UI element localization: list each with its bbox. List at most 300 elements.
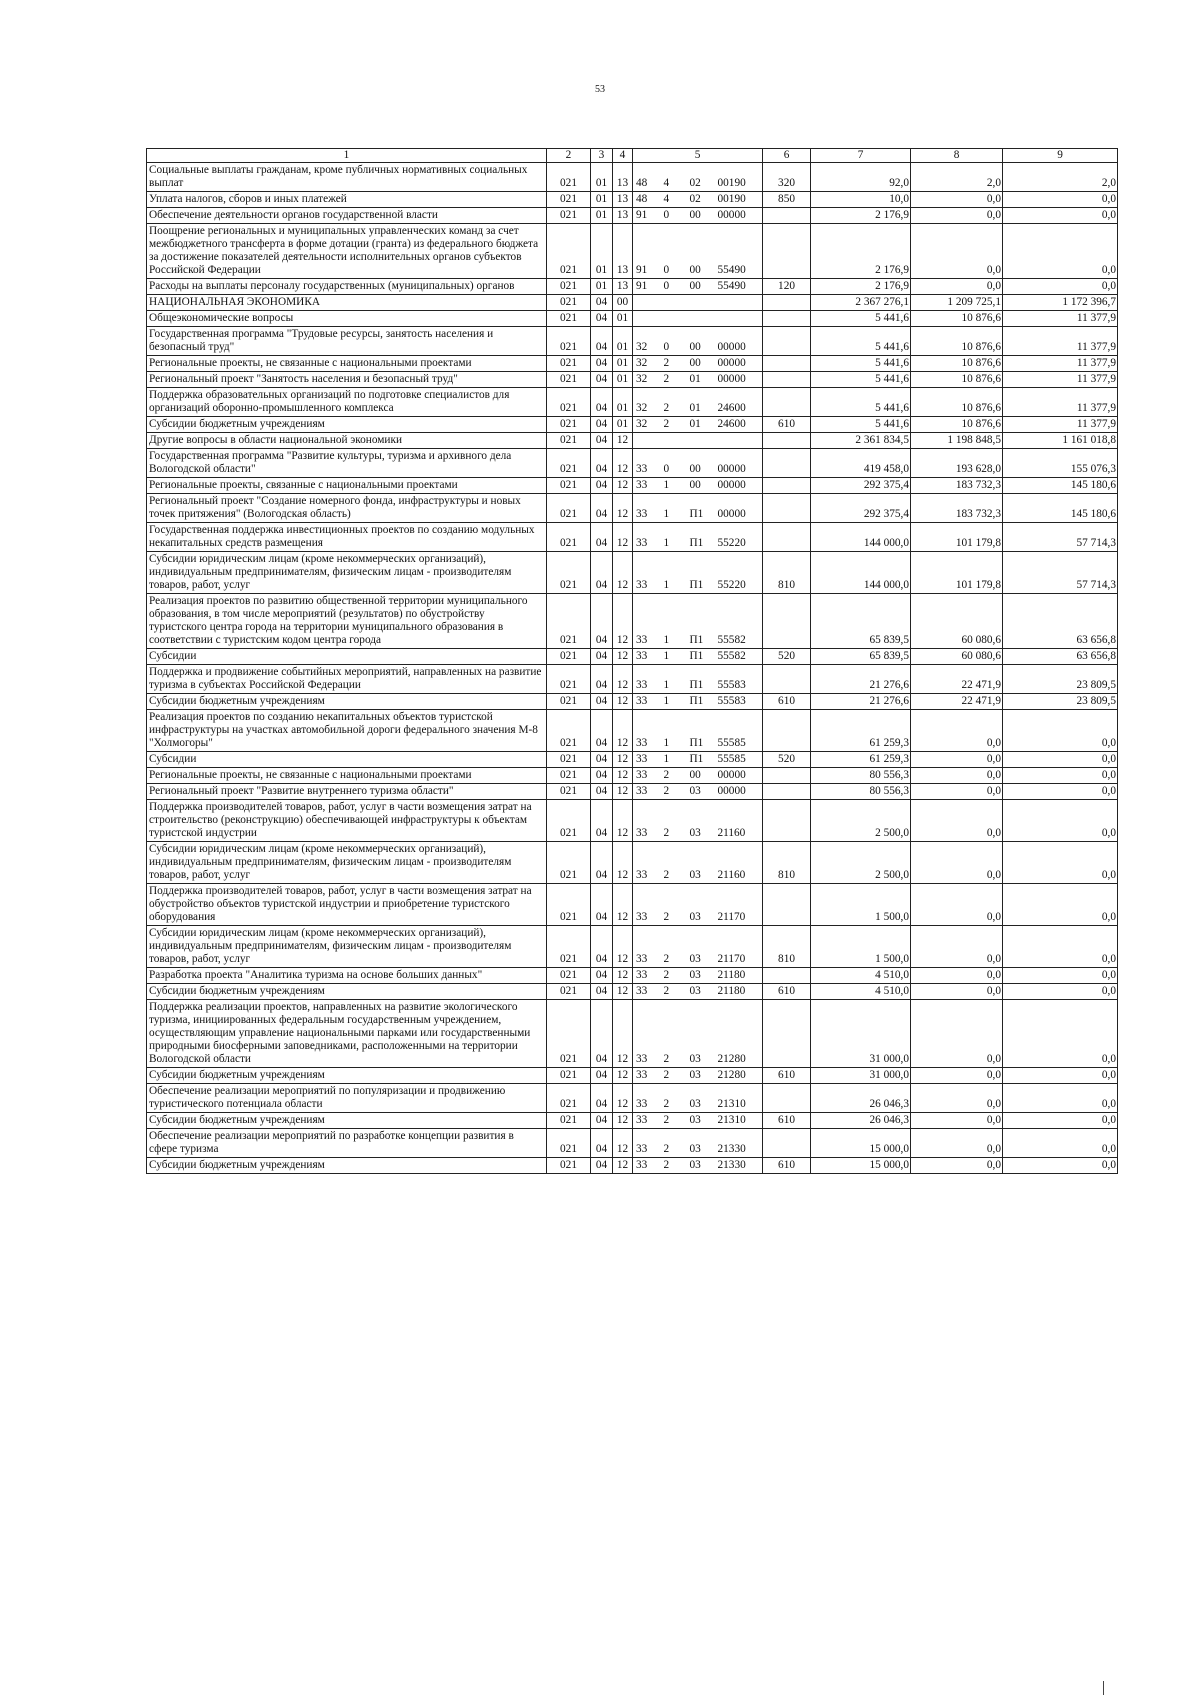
row-name-cell: Государственная поддержка инвестиционных проектов по созданию модульных некапитальных средств размещения: [147, 523, 547, 552]
admin-code-cell: 021: [547, 295, 591, 311]
project-code-cell: 00: [687, 478, 715, 494]
header-row: [147, 149, 1118, 163]
program-code-cell: 32: [633, 356, 661, 372]
subsection-code-cell: 12: [613, 1158, 633, 1174]
direction-code-cell: 21330: [715, 1129, 763, 1158]
program-code-cell: 33: [633, 1129, 661, 1158]
admin-code-cell: 021: [547, 649, 591, 665]
subprogram-code-cell: 2: [661, 1113, 687, 1129]
amount-year3-cell: 0,0: [1003, 842, 1118, 884]
amount-year1-cell: 65 839,5: [811, 594, 911, 649]
project-code-cell: 03: [687, 926, 715, 968]
amount-year3-cell: 145 180,6: [1003, 494, 1118, 523]
expense-type-cell: [763, 594, 811, 649]
amount-year3-cell: 11 377,9: [1003, 388, 1118, 417]
table-row: [147, 417, 1118, 433]
subsection-code-cell: 12: [613, 1084, 633, 1113]
expense-type-cell: [763, 372, 811, 388]
row-name-cell: Субсидии: [147, 752, 547, 768]
subprogram-code-cell: 2: [661, 1158, 687, 1174]
project-code-cell: 00: [687, 224, 715, 279]
project-code-cell: [687, 311, 715, 327]
admin-code-cell: 021: [547, 192, 591, 208]
section-code-cell: 04: [591, 449, 613, 478]
row-name-cell: Обеспечение реализации мероприятий по разработке концепции развития в сфере туризма: [147, 1129, 547, 1158]
direction-code-cell: 21310: [715, 1084, 763, 1113]
project-code-cell: 02: [687, 192, 715, 208]
project-code-cell: 02: [687, 163, 715, 192]
table-body: [147, 163, 1118, 1174]
program-code-cell: 33: [633, 1084, 661, 1113]
program-code-cell: 33: [633, 768, 661, 784]
admin-code-cell: 021: [547, 1113, 591, 1129]
amount-year1-cell: 144 000,0: [811, 552, 911, 594]
row-name-cell: Расходы на выплаты персоналу государственных (муниципальных) органов: [147, 279, 547, 295]
amount-year2-cell: 10 876,6: [911, 327, 1003, 356]
subprogram-code-cell: 1: [661, 523, 687, 552]
amount-year2-cell: 0,0: [911, 1158, 1003, 1174]
amount-year2-cell: 101 179,8: [911, 552, 1003, 594]
subsection-code-cell: 12: [613, 494, 633, 523]
table-row: [147, 208, 1118, 224]
row-name-cell: Региональный проект "Развитие внутреннего туризма области": [147, 784, 547, 800]
project-code-cell: 03: [687, 968, 715, 984]
amount-year2-cell: 60 080,6: [911, 594, 1003, 649]
direction-code-cell: 21160: [715, 800, 763, 842]
program-code-cell: 33: [633, 884, 661, 926]
amount-year3-cell: 11 377,9: [1003, 417, 1118, 433]
amount-year1-cell: 144 000,0: [811, 523, 911, 552]
amount-year1-cell: 15 000,0: [811, 1158, 911, 1174]
admin-code-cell: 021: [547, 694, 591, 710]
subsection-code-cell: 12: [613, 1068, 633, 1084]
amount-year1-cell: 2 176,9: [811, 279, 911, 295]
subsection-code-cell: 12: [613, 768, 633, 784]
table-row: [147, 800, 1118, 842]
table-row: [147, 494, 1118, 523]
amount-year2-cell: 0,0: [911, 1000, 1003, 1068]
project-code-cell: П1: [687, 694, 715, 710]
amount-year3-cell: 57 714,3: [1003, 523, 1118, 552]
amount-year2-cell: 0,0: [911, 752, 1003, 768]
amount-year1-cell: 65 839,5: [811, 649, 911, 665]
project-code-cell: 03: [687, 784, 715, 800]
subprogram-code-cell: 1: [661, 552, 687, 594]
project-code-cell: 00: [687, 356, 715, 372]
amount-year2-cell: 183 732,3: [911, 494, 1003, 523]
table-row: [147, 327, 1118, 356]
expense-type-cell: 810: [763, 926, 811, 968]
amount-year2-cell: 0,0: [911, 710, 1003, 752]
amount-year1-cell: 26 046,3: [811, 1113, 911, 1129]
expense-type-cell: [763, 523, 811, 552]
amount-year1-cell: 2 500,0: [811, 800, 911, 842]
amount-year1-cell: 1 500,0: [811, 926, 911, 968]
project-code-cell: 03: [687, 800, 715, 842]
program-code-cell: 33: [633, 710, 661, 752]
amount-year3-cell: 1 172 396,7: [1003, 295, 1118, 311]
subprogram-code-cell: 0: [661, 327, 687, 356]
program-code-cell: 32: [633, 417, 661, 433]
subprogram-code-cell: 2: [661, 1068, 687, 1084]
amount-year3-cell: 11 377,9: [1003, 327, 1118, 356]
budget-table: [146, 148, 1118, 1174]
direction-code-cell: 00000: [715, 768, 763, 784]
amount-year2-cell: 0,0: [911, 279, 1003, 295]
expense-type-cell: 610: [763, 417, 811, 433]
admin-code-cell: 021: [547, 279, 591, 295]
table-row: [147, 388, 1118, 417]
subsection-code-cell: 12: [613, 710, 633, 752]
subprogram-code-cell: 1: [661, 649, 687, 665]
row-name-cell: Общеэкономические вопросы: [147, 311, 547, 327]
admin-code-cell: 021: [547, 224, 591, 279]
row-name-cell: Обеспечение деятельности органов государственной власти: [147, 208, 547, 224]
project-code-cell: [687, 433, 715, 449]
subsection-code-cell: 12: [613, 968, 633, 984]
subprogram-code-cell: 2: [661, 1129, 687, 1158]
amount-year1-cell: 2 176,9: [811, 208, 911, 224]
amount-year3-cell: 0,0: [1003, 1000, 1118, 1068]
project-code-cell: 03: [687, 984, 715, 1000]
subprogram-code-cell: 1: [661, 710, 687, 752]
subsection-code-cell: 12: [613, 552, 633, 594]
subsection-code-cell: 01: [613, 327, 633, 356]
expense-type-cell: 810: [763, 842, 811, 884]
section-code-cell: 04: [591, 1158, 613, 1174]
expense-type-cell: 610: [763, 984, 811, 1000]
admin-code-cell: 021: [547, 356, 591, 372]
row-name-cell: Региональный проект "Занятость населения и безопасный труд": [147, 372, 547, 388]
amount-year1-cell: 2 367 276,1: [811, 295, 911, 311]
column-header-1: 1: [147, 149, 547, 163]
expense-type-cell: [763, 884, 811, 926]
subsection-code-cell: 01: [613, 388, 633, 417]
admin-code-cell: 021: [547, 665, 591, 694]
section-code-cell: 04: [591, 433, 613, 449]
direction-code-cell: 00000: [715, 478, 763, 494]
program-code-cell: 33: [633, 665, 661, 694]
amount-year1-cell: 4 510,0: [811, 968, 911, 984]
project-code-cell: П1: [687, 552, 715, 594]
expense-type-cell: [763, 224, 811, 279]
amount-year2-cell: 0,0: [911, 984, 1003, 1000]
table-row: [147, 784, 1118, 800]
subprogram-code-cell: 1: [661, 752, 687, 768]
program-code-cell: [633, 295, 661, 311]
row-name-cell: Субсидии: [147, 649, 547, 665]
table-row: [147, 356, 1118, 372]
direction-code-cell: 00000: [715, 327, 763, 356]
table-row: [147, 1129, 1118, 1158]
subsection-code-cell: 12: [613, 649, 633, 665]
expense-type-cell: [763, 433, 811, 449]
section-code-cell: 04: [591, 665, 613, 694]
row-name-cell: Другие вопросы в области национальной экономики: [147, 433, 547, 449]
row-name-cell: Субсидии бюджетным учреждениям: [147, 694, 547, 710]
direction-code-cell: 21180: [715, 968, 763, 984]
direction-code-cell: 55585: [715, 752, 763, 768]
table-row: [147, 449, 1118, 478]
subprogram-code-cell: 1: [661, 665, 687, 694]
subsection-code-cell: 12: [613, 478, 633, 494]
project-code-cell: П1: [687, 594, 715, 649]
subprogram-code-cell: 1: [661, 494, 687, 523]
project-code-cell: 03: [687, 1000, 715, 1068]
amount-year1-cell: 21 276,6: [811, 694, 911, 710]
direction-code-cell: 55220: [715, 552, 763, 594]
row-name-cell: Субсидии бюджетным учреждениям: [147, 1113, 547, 1129]
subprogram-code-cell: 2: [661, 784, 687, 800]
subprogram-code-cell: 0: [661, 224, 687, 279]
table-row: [147, 279, 1118, 295]
project-code-cell: П1: [687, 710, 715, 752]
expense-type-cell: [763, 710, 811, 752]
table-row: [147, 372, 1118, 388]
program-code-cell: 91: [633, 279, 661, 295]
amount-year2-cell: 0,0: [911, 192, 1003, 208]
direction-code-cell: 55220: [715, 523, 763, 552]
direction-code-cell: 55490: [715, 224, 763, 279]
section-code-cell: 01: [591, 224, 613, 279]
amount-year2-cell: 10 876,6: [911, 372, 1003, 388]
amount-year3-cell: 63 656,8: [1003, 594, 1118, 649]
subprogram-code-cell: 1: [661, 594, 687, 649]
direction-code-cell: [715, 433, 763, 449]
subsection-code-cell: 12: [613, 984, 633, 1000]
direction-code-cell: [715, 311, 763, 327]
row-name-cell: Региональный проект "Создание номерного фонда, инфраструктуры и новых точек притяжения" (Вологодская область): [147, 494, 547, 523]
table-row: [147, 552, 1118, 594]
direction-code-cell: 21310: [715, 1113, 763, 1129]
amount-year3-cell: 0,0: [1003, 752, 1118, 768]
subprogram-code-cell: 0: [661, 208, 687, 224]
direction-code-cell: 21170: [715, 884, 763, 926]
subsection-code-cell: 12: [613, 665, 633, 694]
section-code-cell: 04: [591, 356, 613, 372]
amount-year3-cell: 63 656,8: [1003, 649, 1118, 665]
program-code-cell: 33: [633, 784, 661, 800]
program-code-cell: 91: [633, 224, 661, 279]
amount-year1-cell: 92,0: [811, 163, 911, 192]
direction-code-cell: 21170: [715, 926, 763, 968]
row-name-cell: Региональные проекты, не связанные с национальными проектами: [147, 356, 547, 372]
row-name-cell: Субсидии бюджетным учреждениям: [147, 984, 547, 1000]
amount-year3-cell: 11 377,9: [1003, 311, 1118, 327]
subprogram-code-cell: 0: [661, 449, 687, 478]
program-code-cell: 91: [633, 208, 661, 224]
direction-code-cell: 55583: [715, 665, 763, 694]
amount-year2-cell: 0,0: [911, 1129, 1003, 1158]
admin-code-cell: 021: [547, 710, 591, 752]
direction-code-cell: 21160: [715, 842, 763, 884]
section-code-cell: 01: [591, 163, 613, 192]
subsection-code-cell: 13: [613, 192, 633, 208]
direction-code-cell: 21330: [715, 1158, 763, 1174]
program-code-cell: 33: [633, 800, 661, 842]
column-header-7: 7: [811, 149, 911, 163]
project-code-cell: 01: [687, 388, 715, 417]
amount-year3-cell: 11 377,9: [1003, 356, 1118, 372]
admin-code-cell: 021: [547, 372, 591, 388]
program-code-cell: 33: [633, 1113, 661, 1129]
scan-mark: [1103, 1681, 1104, 1695]
admin-code-cell: 021: [547, 1084, 591, 1113]
expense-type-cell: [763, 478, 811, 494]
project-code-cell: 03: [687, 1084, 715, 1113]
expense-type-cell: 520: [763, 752, 811, 768]
column-header-5: 5: [633, 149, 763, 163]
expense-type-cell: [763, 295, 811, 311]
direction-code-cell: 55490: [715, 279, 763, 295]
program-code-cell: 33: [633, 968, 661, 984]
amount-year2-cell: 1 198 848,5: [911, 433, 1003, 449]
section-code-cell: 04: [591, 768, 613, 784]
admin-code-cell: 021: [547, 494, 591, 523]
amount-year3-cell: 0,0: [1003, 784, 1118, 800]
expense-type-cell: 610: [763, 1068, 811, 1084]
expense-type-cell: [763, 1129, 811, 1158]
section-code-cell: 04: [591, 1113, 613, 1129]
amount-year2-cell: 183 732,3: [911, 478, 1003, 494]
amount-year3-cell: 0,0: [1003, 984, 1118, 1000]
admin-code-cell: 021: [547, 768, 591, 784]
direction-code-cell: 00000: [715, 372, 763, 388]
amount-year1-cell: 5 441,6: [811, 327, 911, 356]
amount-year1-cell: 61 259,3: [811, 710, 911, 752]
amount-year2-cell: 193 628,0: [911, 449, 1003, 478]
section-code-cell: 01: [591, 279, 613, 295]
section-code-cell: 04: [591, 710, 613, 752]
subprogram-code-cell: 2: [661, 417, 687, 433]
section-code-cell: 04: [591, 784, 613, 800]
amount-year1-cell: 80 556,3: [811, 784, 911, 800]
table-row: [147, 842, 1118, 884]
subsection-code-cell: 12: [613, 523, 633, 552]
section-code-cell: 04: [591, 372, 613, 388]
column-header-8: 8: [911, 149, 1003, 163]
subprogram-code-cell: 2: [661, 388, 687, 417]
amount-year1-cell: 292 375,4: [811, 478, 911, 494]
amount-year1-cell: 5 441,6: [811, 417, 911, 433]
amount-year2-cell: 22 471,9: [911, 665, 1003, 694]
amount-year1-cell: 31 000,0: [811, 1068, 911, 1084]
column-header-4: 4: [613, 149, 633, 163]
amount-year2-cell: 0,0: [911, 1068, 1003, 1084]
row-name-cell: Региональные проекты, не связанные с национальными проектами: [147, 768, 547, 784]
admin-code-cell: 021: [547, 417, 591, 433]
subprogram-code-cell: 4: [661, 192, 687, 208]
expense-type-cell: 850: [763, 192, 811, 208]
amount-year1-cell: 10,0: [811, 192, 911, 208]
program-code-cell: 33: [633, 523, 661, 552]
amount-year3-cell: 57 714,3: [1003, 552, 1118, 594]
expense-type-cell: [763, 1084, 811, 1113]
amount-year3-cell: 0,0: [1003, 1084, 1118, 1113]
subprogram-code-cell: 2: [661, 768, 687, 784]
amount-year3-cell: 1 161 018,8: [1003, 433, 1118, 449]
subsection-code-cell: 12: [613, 433, 633, 449]
section-code-cell: 04: [591, 649, 613, 665]
column-header-9: 9: [1003, 149, 1118, 163]
amount-year1-cell: 31 000,0: [811, 1000, 911, 1068]
admin-code-cell: 021: [547, 800, 591, 842]
amount-year1-cell: 2 176,9: [811, 224, 911, 279]
amount-year2-cell: 10 876,6: [911, 388, 1003, 417]
project-code-cell: 03: [687, 1129, 715, 1158]
table-row: [147, 1000, 1118, 1068]
admin-code-cell: 021: [547, 433, 591, 449]
project-code-cell: 03: [687, 1113, 715, 1129]
subsection-code-cell: 13: [613, 279, 633, 295]
admin-code-cell: 021: [547, 449, 591, 478]
page-number: 53: [595, 84, 605, 95]
project-code-cell: 03: [687, 1068, 715, 1084]
subsection-code-cell: 01: [613, 372, 633, 388]
subsection-code-cell: 12: [613, 884, 633, 926]
subsection-code-cell: 13: [613, 208, 633, 224]
table-row: [147, 694, 1118, 710]
expense-type-cell: 320: [763, 163, 811, 192]
program-code-cell: 33: [633, 984, 661, 1000]
table-row: [147, 768, 1118, 784]
direction-code-cell: 00000: [715, 449, 763, 478]
subprogram-code-cell: [661, 311, 687, 327]
direction-code-cell: 21180: [715, 984, 763, 1000]
section-code-cell: 04: [591, 311, 613, 327]
subsection-code-cell: 12: [613, 1113, 633, 1129]
subsection-code-cell: 12: [613, 752, 633, 768]
table-row: [147, 224, 1118, 279]
amount-year2-cell: 60 080,6: [911, 649, 1003, 665]
row-name-cell: Субсидии бюджетным учреждениям: [147, 1068, 547, 1084]
amount-year3-cell: 23 809,5: [1003, 694, 1118, 710]
subsection-code-cell: 12: [613, 1000, 633, 1068]
section-code-cell: 01: [591, 192, 613, 208]
direction-code-cell: 21280: [715, 1068, 763, 1084]
subprogram-code-cell: 2: [661, 884, 687, 926]
admin-code-cell: 021: [547, 594, 591, 649]
table-row: [147, 710, 1118, 752]
project-code-cell: 03: [687, 842, 715, 884]
program-code-cell: 32: [633, 372, 661, 388]
program-code-cell: 33: [633, 478, 661, 494]
subprogram-code-cell: 4: [661, 163, 687, 192]
amount-year2-cell: 2,0: [911, 163, 1003, 192]
program-code-cell: 33: [633, 1068, 661, 1084]
expense-type-cell: 120: [763, 279, 811, 295]
direction-code-cell: 21280: [715, 1000, 763, 1068]
amount-year2-cell: 10 876,6: [911, 311, 1003, 327]
project-code-cell: [687, 295, 715, 311]
amount-year2-cell: 22 471,9: [911, 694, 1003, 710]
expense-type-cell: 610: [763, 694, 811, 710]
program-code-cell: 33: [633, 552, 661, 594]
section-code-cell: 04: [591, 968, 613, 984]
subprogram-code-cell: 2: [661, 968, 687, 984]
table-row: [147, 884, 1118, 926]
expense-type-cell: [763, 494, 811, 523]
subsection-code-cell: 12: [613, 842, 633, 884]
section-code-cell: 04: [591, 478, 613, 494]
subprogram-code-cell: [661, 295, 687, 311]
expense-type-cell: 810: [763, 552, 811, 594]
expense-type-cell: [763, 784, 811, 800]
amount-year1-cell: 26 046,3: [811, 1084, 911, 1113]
table-row: [147, 594, 1118, 649]
expense-type-cell: [763, 449, 811, 478]
row-name-cell: Обеспечение реализации мероприятий по популяризации и продвижению туристического потенциала области: [147, 1084, 547, 1113]
